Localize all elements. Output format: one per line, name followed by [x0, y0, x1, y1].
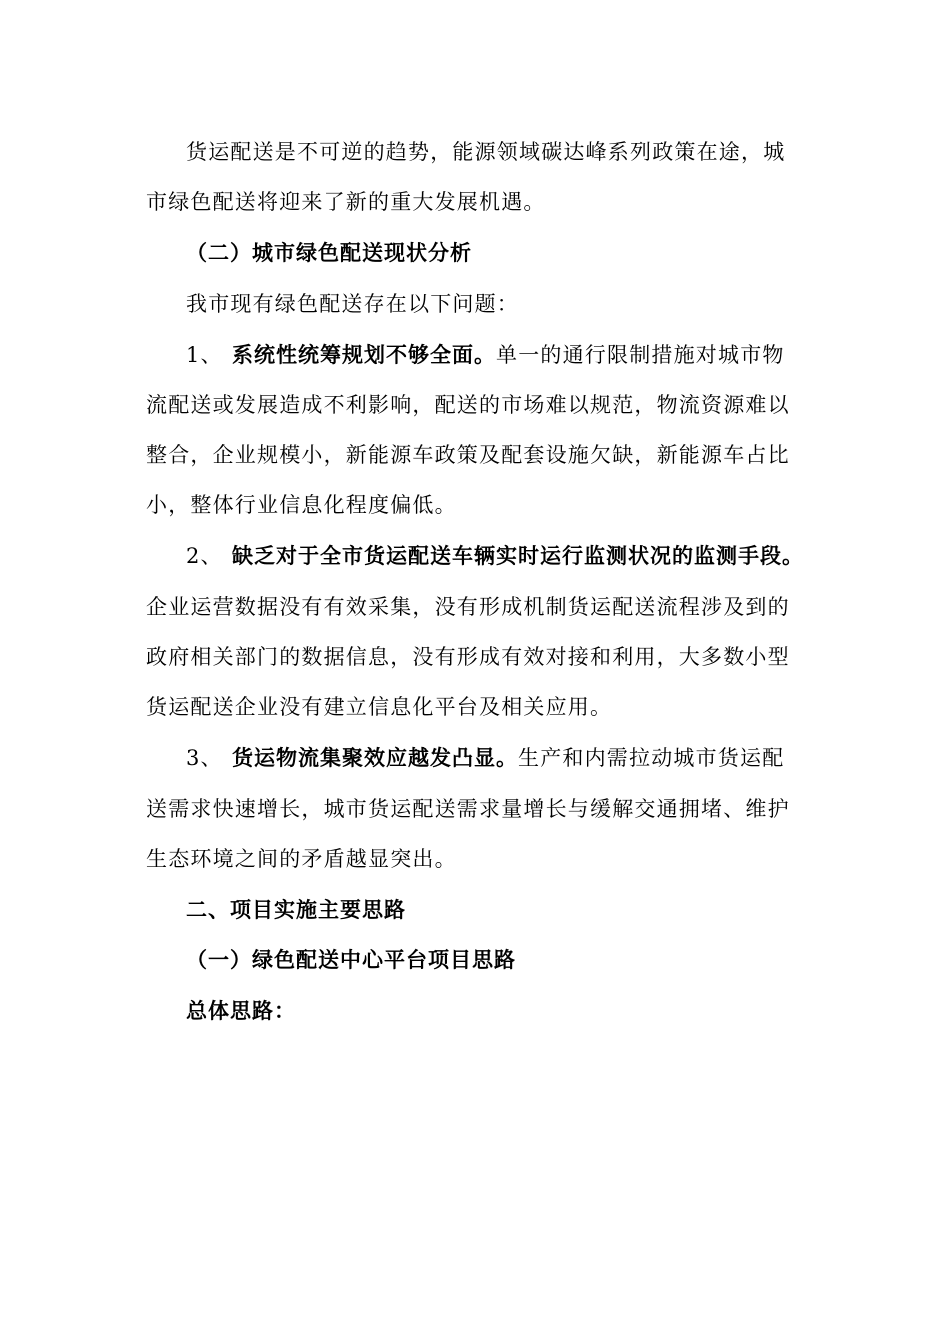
- list-item-text: 生产和内需拉动城市货运配: [518, 746, 785, 770]
- list-item-title: 系统性统筹规划不够全面。: [232, 343, 496, 367]
- list-item-title: 货运物流集聚效应越发凸显。: [232, 746, 518, 770]
- paragraph-line: 市绿色配送将迎来了新的重大发展机遇。: [146, 190, 546, 214]
- list-item-1: [186, 341, 846, 369]
- paragraph-line: 货运配送是不可逆的趋势，能源领域碳达峰系列政策在途，城: [186, 140, 786, 164]
- paragraph-line: 我市现有绿色配送存在以下问题：: [186, 292, 519, 316]
- list-item-text: 单一的通行限制措施对城市物: [496, 343, 785, 367]
- list-number: 1、: [186, 343, 223, 367]
- paragraph-line: 小，整体行业信息化程度偏低。: [146, 493, 457, 517]
- paragraph-line: 整合，企业规模小，新能源车政策及配套设施欠缺，新能源车占比: [146, 443, 790, 467]
- paragraph-line: 生态环境之间的矛盾越显突出。: [146, 847, 457, 871]
- list-item-3: [186, 744, 846, 772]
- section-heading: （二）城市绿色配送现状分析: [186, 241, 472, 265]
- paragraph-line: 政府相关部门的数据信息，没有形成有效对接和利用，大多数小型: [146, 645, 790, 669]
- paragraph-line: 企业运营数据没有有效采集，没有形成机制货运配送流程涉及到的: [146, 595, 790, 619]
- paragraph-line: 货运配送企业没有建立信息化平台及相关应用。: [146, 695, 613, 719]
- list-number: 3、: [186, 746, 223, 770]
- section-heading: （一）绿色配送中心平台项目思路: [186, 948, 516, 972]
- list-item-2: [186, 542, 846, 570]
- paragraph-line: 送需求快速增长，城市货运配送需求量增长与缓解交通拥堵、维护: [146, 797, 790, 821]
- list-number: 2、: [186, 544, 223, 568]
- list-item-title: 缺乏对于全市货运配送车辆实时运行监测状况的监测手段。: [232, 544, 804, 568]
- section-heading: 二、项目实施主要思路: [186, 898, 406, 922]
- section-heading: 总体思路：: [186, 999, 296, 1023]
- paragraph-line: 流配送或发展造成不利影响，配送的市场难以规范，物流资源难以: [146, 393, 790, 417]
